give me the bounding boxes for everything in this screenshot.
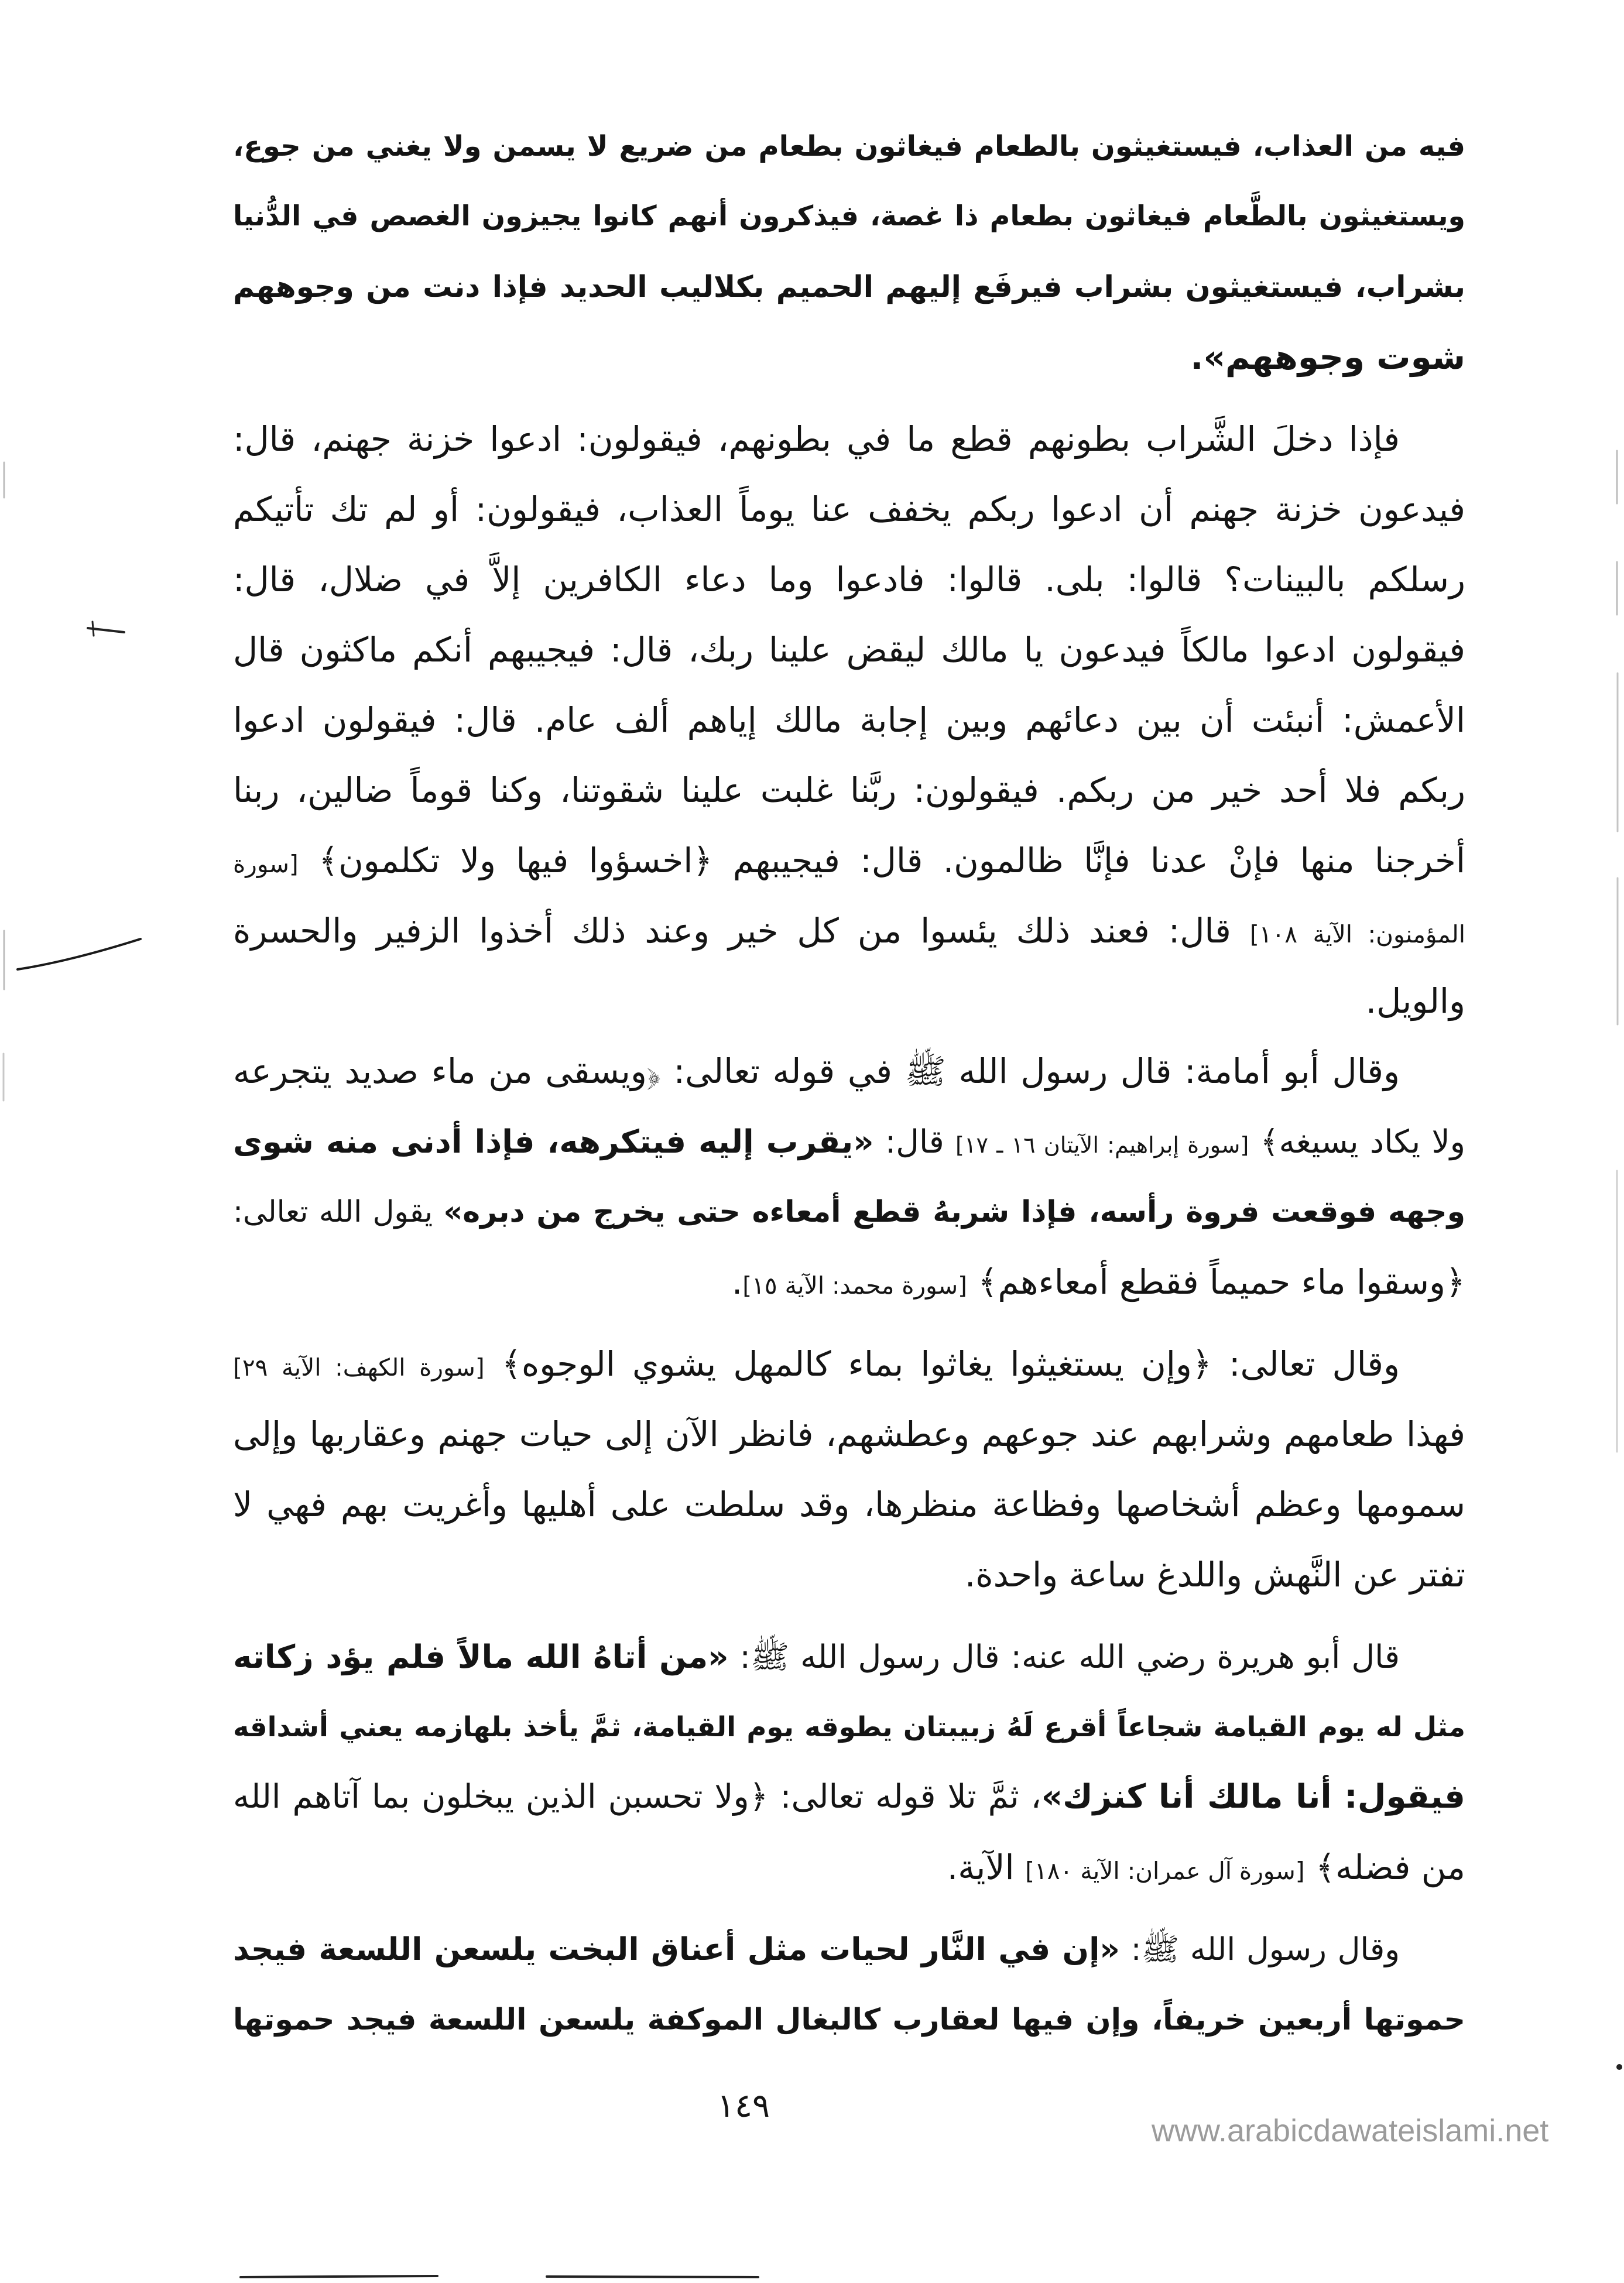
text-line xyxy=(233,1692,1465,1762)
paragraph xyxy=(233,404,1465,1036)
body-text: ولا يكاد يسيغه﴾ xyxy=(1249,1123,1466,1160)
text-line xyxy=(233,252,1465,322)
paragraph xyxy=(233,1622,1465,1902)
text-line xyxy=(233,1177,1465,1247)
quran-reference: [سورة الكهف: الآية ٢٩] xyxy=(233,1353,485,1382)
body-text: وقال تعالى: ﴿وإن يستغيثوا يغاثوا بماء كالمهل يشوي الوجوه﴾ xyxy=(484,1344,1400,1384)
text-line xyxy=(233,1329,1465,1399)
page-number: ١٤٩ xyxy=(717,2087,770,2125)
body-text: . xyxy=(731,1262,743,1302)
body-text: قال: xyxy=(873,1123,956,1160)
quran-reference: [سورة إبراهيم: الآيتان ١٦ ـ ١٧] xyxy=(955,1133,1249,1158)
hadith-text: ويستغيثون بالطَّعام فيغاثون بطعام ذا غصة، فيذكرون أنهم كانوا يجيزون الغصص في الدُّنيا xyxy=(233,200,1465,232)
text-line xyxy=(233,404,1465,474)
text-line xyxy=(233,474,1465,544)
text-line xyxy=(233,1106,1465,1177)
hadith-text: فيقول: أنا مالك أنا كنزك» xyxy=(1041,1778,1465,1816)
paragraph xyxy=(233,1329,1465,1610)
text-line xyxy=(233,1762,1465,1832)
body-text: الأعمش: أنبئت أن بين دعائهم وبين إجابة مالك إياهم ألف عام. قال: فيقولون ادعوا xyxy=(233,700,1465,740)
hadith-text: «إن في النَّار لحيات مثل أعناق البخت يلسعن اللسعة فيجد xyxy=(233,1931,1120,1967)
body-text: رسلكم بالبينات؟ قالوا: بلى. قالوا: فادعوا وما دعاء الكافرين إلاَّ في ضلال، قال: xyxy=(233,560,1465,599)
body-text: ﴿وسقوا ماء حميماً فقطع أمعاءهم﴾ xyxy=(967,1262,1465,1302)
quran-reference: المؤمنون: الآية ١٠٨] xyxy=(1249,920,1465,948)
text-line xyxy=(233,825,1465,896)
hadith-text: بشراب، فيستغيثون بشراب فيرفَع إليهم الحميم بكلاليب الحديد فإذا دنت من وجوههم xyxy=(233,269,1465,304)
text-line xyxy=(233,1984,1465,2055)
body-text: فهذا طعامهم وشرابهم عند جوعهم وعطشهم، فانظر الآن إلى حيات جهنم وعقاربها وإلى xyxy=(233,1414,1465,1454)
text-line xyxy=(233,322,1465,392)
body-text: تفتر عن النَّهش واللدغ ساعة واحدة. xyxy=(964,1555,1465,1595)
quran-reference: [سورة آل عمران: الآية ١٨٠] xyxy=(1025,1857,1305,1885)
text-line xyxy=(233,1540,1465,1610)
text-line xyxy=(233,896,1465,966)
text-line xyxy=(233,181,1465,252)
text-line xyxy=(233,1914,1465,1984)
quran-reference: [سورة محمد: الآية ١٥] xyxy=(742,1271,967,1300)
body-text: والويل. xyxy=(1365,981,1465,1021)
text-line xyxy=(233,1036,1465,1106)
hadith-text: حموتها أربعين خريفاً، وإن فيها لعقارب كالبغال الموكفة يلسعن اللسعة فيجد حموتها xyxy=(233,2002,1465,2037)
body-text: ربكم فلا أحد خير من ربكم. فيقولون: ربَّنا غلبت علينا شقوتنا، وكنا قوماً ضالين، ربنا xyxy=(233,770,1465,810)
body-text: وقال أبو أمامة: قال رسول الله ﷺ في قوله تعالى: ﴿ويسقى من ماء صديد يتجرعه xyxy=(233,1051,1400,1091)
hadith-text: «من أتاهُ الله مالاً فلم يؤد زكاته xyxy=(233,1638,729,1675)
body-text: يقول الله تعالى: xyxy=(233,1194,444,1229)
quran-reference: [سورة xyxy=(233,850,299,878)
body-text: قال أبو هريرة رضي الله عنه: قال رسول الله ﷺ: xyxy=(728,1638,1400,1675)
text-line xyxy=(233,685,1465,755)
body-text: وقال رسول الله ﷺ: xyxy=(1119,1931,1400,1967)
hadith-text: فيه من العذاب، فيستغيثون بالطعام فيغاثون بطعام من ضريع لا يسمن ولا يغني من جوع، xyxy=(233,130,1465,163)
body-text: قال: فعند ذلك يئسوا من كل خير وعند ذلك أخذوا الزفير والحسرة xyxy=(233,911,1250,951)
body-text: فيدعون خزنة جهنم أن ادعوا ربكم يخفف عنا يوماً العذاب، فيقولون: أو لم تك تأتيكم xyxy=(233,489,1465,529)
body-text: فيقولون ادعوا مالكاً فيدعون يا مالك ليقض علينا ربك، قال: فيجيبهم أنكم ماكثون قال xyxy=(233,630,1465,670)
text-line xyxy=(233,1469,1465,1540)
paragraph xyxy=(233,1036,1465,1317)
hadith-text: مثل له يوم القيامة شجاعاً أقرع لَهُ زبيبتان يطوقه يوم القيامة، ثمَّ يأخذ بلهازمه يعني أشداقه xyxy=(233,1711,1465,1743)
text-line xyxy=(233,111,1465,181)
paragraph xyxy=(233,1914,1465,2055)
body-text: الآية. xyxy=(947,1847,1026,1887)
hadith-text: «يقرب إليه فيتكرهه، فإذا أدنى منه شوى xyxy=(233,1123,874,1160)
text-block xyxy=(233,111,1465,2055)
body-text: أخرجنا منها فإنْ عدنا فإنَّا ظالمون. قال: فيجيبهم ﴿اخسؤوا فيها ولا تكلمون﴾ xyxy=(298,841,1465,880)
text-line xyxy=(233,615,1465,685)
text-line xyxy=(233,1399,1465,1469)
text-line xyxy=(233,966,1465,1036)
body-text: فإذا دخلَ الشَّراب بطونهم قطع ما في بطونهم، فيقولون: ادعوا خزنة جهنم، قال: xyxy=(233,419,1400,459)
text-line xyxy=(233,755,1465,825)
watermark-url: www.arabicdawateislami.net xyxy=(1152,2113,1549,2148)
body-text: ، ثمَّ تلا قوله تعالى: ﴿ولا تحسبن الذين يبخلون بما آتاهم الله xyxy=(233,1778,1041,1816)
text-line xyxy=(233,1247,1465,1317)
paragraph xyxy=(233,111,1465,392)
body-text: من فضله﴾ xyxy=(1304,1847,1465,1887)
hadith-text: وجهه فوقعت فروة رأسه، فإذا شربهُ قطع أمعاءه حتى يخرج من دبره» xyxy=(443,1194,1466,1229)
text-line xyxy=(233,1832,1465,1902)
body-text: سمومها وعظم أشخاصها وفظاعة منظرها، وقد سلطت على أهليها وأغريت بهم فهي لا xyxy=(233,1485,1465,1524)
text-line xyxy=(233,544,1465,615)
text-line xyxy=(233,1622,1465,1692)
hadith-text: شوت وجوههم». xyxy=(1190,337,1465,377)
